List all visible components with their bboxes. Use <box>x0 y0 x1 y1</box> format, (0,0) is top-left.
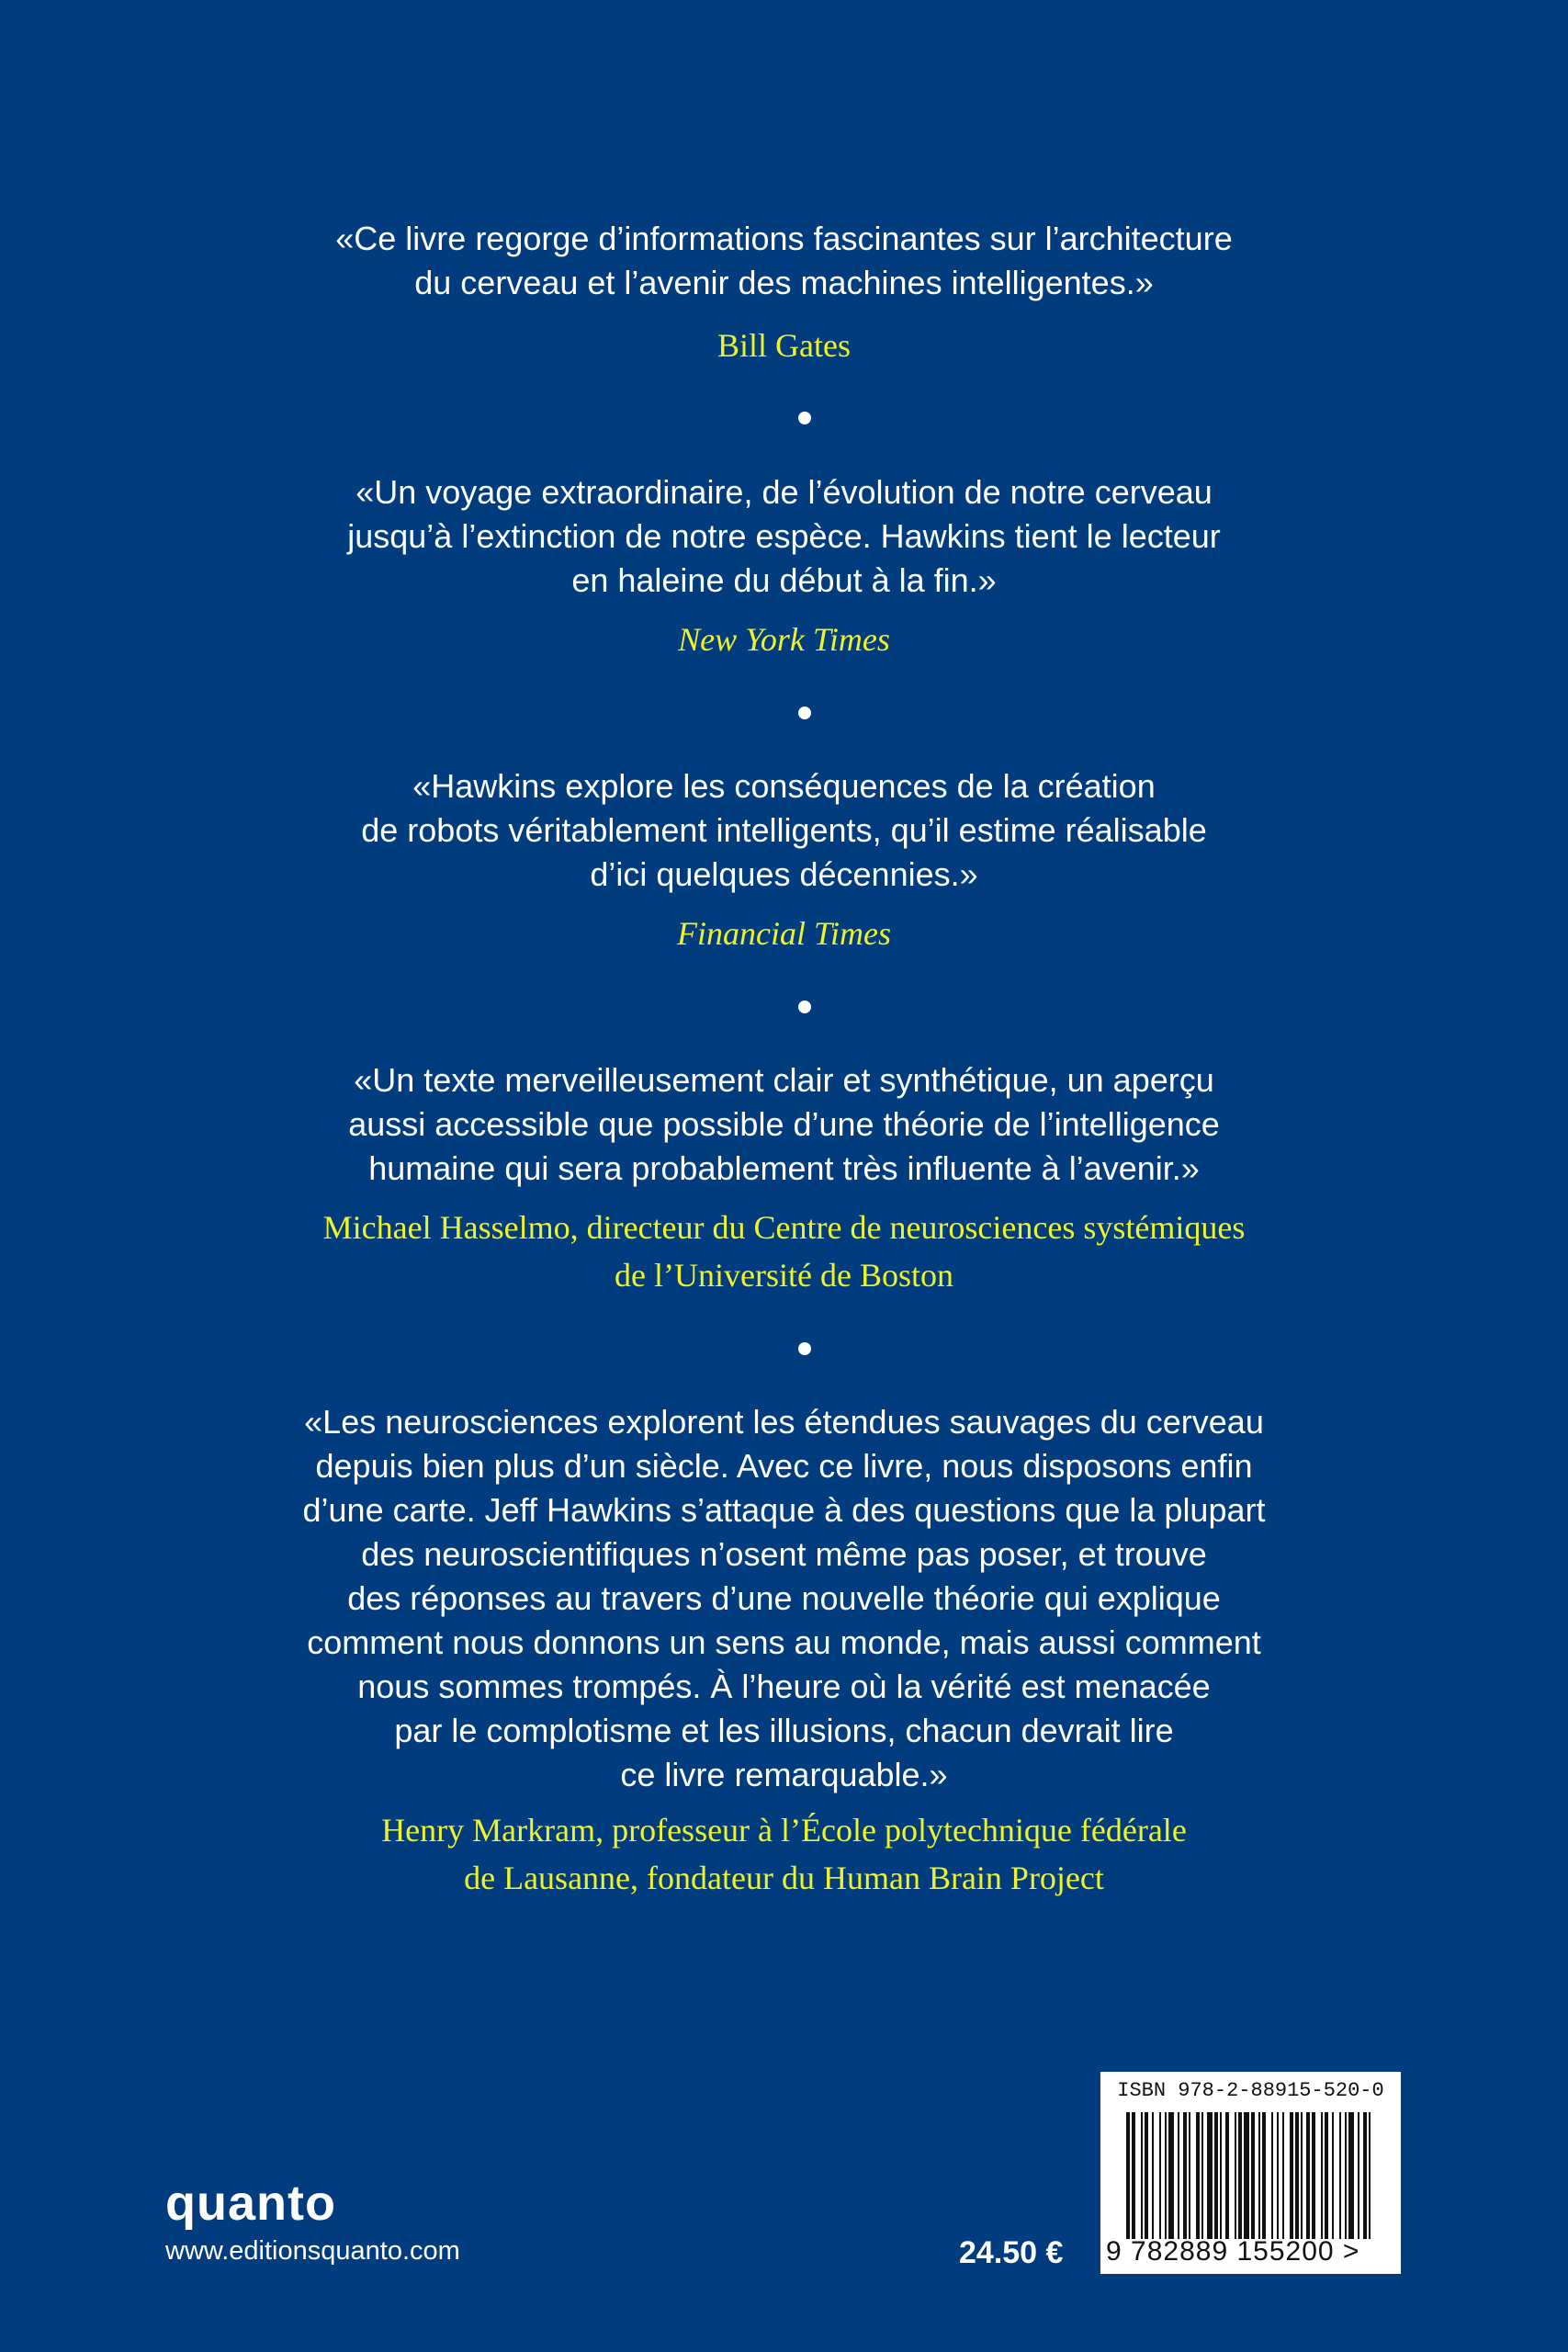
quote-4-attribution: Michael Hasselmo, directeur du Centre de neurosciences systémiques de l’Université de Boston <box>322 1209 1246 1294</box>
barcode-bar <box>1295 2112 1299 2239</box>
quote-4-text: «Un texte merveilleusement clair et synthétique, un aperçu aussi accessible que possible d’une théorie de l’intelligence humaine qui sera probablement très influente à l’avenir.» <box>348 1061 1220 1187</box>
publisher-website[interactable]: www.editionsquanto.com <box>165 2236 460 2266</box>
barcode-bars <box>1126 2112 1376 2239</box>
separator-bullet <box>798 412 811 424</box>
barcode-bar <box>1244 2112 1249 2239</box>
separator-bullet <box>798 1001 811 1013</box>
barcode-bar <box>1152 2112 1154 2239</box>
barcode-bar <box>1178 2112 1179 2239</box>
barcode-bar <box>1196 2112 1200 2239</box>
barcode-bar <box>1225 2112 1229 2239</box>
publisher-logo: quanto <box>165 2176 336 2231</box>
barcode-bar <box>1168 2112 1174 2239</box>
isbn-label: ISBN 978-2-88915-520-0 <box>1117 2079 1384 2102</box>
barcode-bar <box>1141 2112 1143 2239</box>
separator-bullet <box>798 707 811 719</box>
barcode-bar <box>1159 2112 1161 2239</box>
price-label: 24.50 € <box>959 2235 1064 2270</box>
isbn-barcode <box>1100 2072 1401 2274</box>
barcode-bar <box>1332 2112 1334 2239</box>
barcode-bar <box>1235 2112 1236 2239</box>
quote-2-attribution: New York Times <box>678 621 890 658</box>
barcode-bar <box>1238 2112 1242 2239</box>
barcode-bar <box>1271 2112 1273 2239</box>
barcode-bar <box>1312 2112 1315 2239</box>
separator-bullet <box>798 1342 811 1355</box>
barcode-bar <box>1220 2112 1222 2239</box>
barcode-bar <box>1321 2112 1323 2239</box>
quote-1-text: «Ce livre regorge d’informations fascinantes sur l’architecture du cerveau et l’avenir des machines intelligentes.» <box>335 220 1233 301</box>
barcode-bar <box>1345 2112 1347 2239</box>
barcode-bar <box>1201 2112 1203 2239</box>
barcode-bar <box>1207 2112 1213 2239</box>
quote-3-text: «Hawkins explore les conséquences de la création de robots véritablement intelligents, qu’il estime réalisable d’ici quelques décennies.» <box>361 767 1207 893</box>
quote-2-text: «Un voyage extraordinaire, de l’évolution de notre cerveau jusqu’à l’extinction de notre espèce. Hawkins tient le lecteur en haleine du début à la fin.» <box>347 473 1221 599</box>
barcode-bar <box>1258 2112 1260 2239</box>
barcode-bar <box>1126 2112 1130 2239</box>
barcode-bar <box>1363 2112 1367 2239</box>
quote-3-attribution: Financial Times <box>677 915 891 952</box>
quote-5-text: «Les neurosciences explorent les étendues sauvages du cerveau depuis bien plus d’un siècle. Avec ce livre, nous disposons enfin d’une carte. Jeff Hawkins s’attaque à des questions que la plupart des neuroscientifiques n’osent même pas poser, et trouve des réponses au travers d’une nouvelle théorie qui explique comment nous donnons un sens au monde, mais aussi comment nous sommes trompés. À l’heure où la vérité est menacée par le complotisme et les illusions, chacun devrait lire ce livre remarquable.» <box>302 1403 1266 1793</box>
barcode-bar <box>1183 2112 1187 2239</box>
ean-digits: 9 782889 155200 > <box>1106 2236 1360 2267</box>
barcode-bar <box>1251 2112 1255 2239</box>
barcode-bar <box>1262 2112 1266 2239</box>
barcode-bar <box>1189 2112 1190 2239</box>
barcode-bar <box>1290 2112 1293 2239</box>
barcode-bar <box>1145 2112 1148 2239</box>
barcode-bar <box>1301 2112 1303 2239</box>
barcode-bar <box>1306 2112 1310 2239</box>
barcode-bar <box>1325 2112 1328 2239</box>
barcode-bar <box>1339 2112 1341 2239</box>
barcode-bar <box>1165 2112 1167 2239</box>
barcode-bar <box>1369 2112 1371 2239</box>
barcode-bar <box>1132 2112 1135 2239</box>
barcode-bar <box>1358 2112 1359 2239</box>
quote-1-attribution: Bill Gates <box>717 327 851 364</box>
barcode-bar <box>1282 2112 1284 2239</box>
quote-5-attribution: Henry Markram, professeur à l’École polytechnique fédérale de Lausanne, fondateur du Human Brain Project <box>381 1812 1187 1896</box>
barcode-bar <box>1348 2112 1354 2239</box>
barcode-bar <box>1277 2112 1279 2239</box>
barcode-bar <box>1214 2112 1218 2239</box>
